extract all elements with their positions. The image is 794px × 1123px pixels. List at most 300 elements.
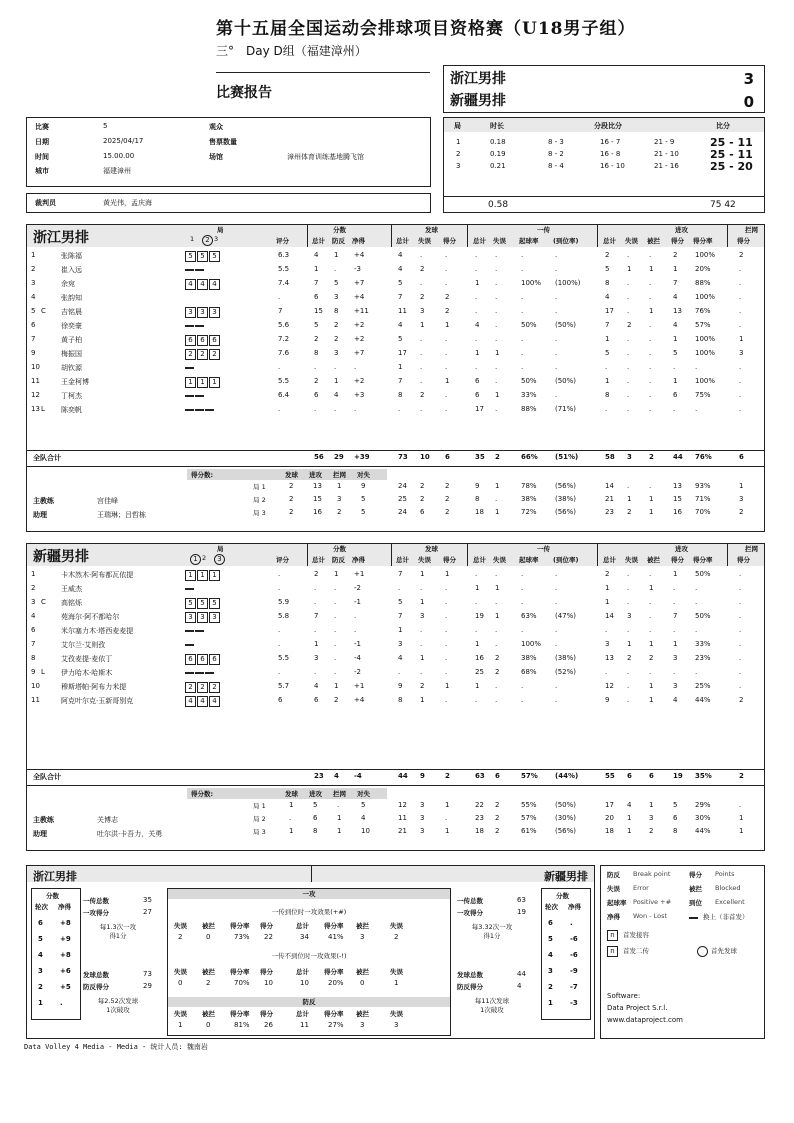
set-points-value: 4 bbox=[361, 814, 366, 822]
stat-a-pct: . bbox=[695, 668, 698, 676]
set-score: 25 - 11 bbox=[710, 148, 753, 161]
set-points-value: 5 bbox=[361, 508, 366, 516]
rot-net: +9 bbox=[60, 935, 71, 943]
points-by-set-label: 得分数: bbox=[191, 790, 214, 798]
set-row-label: 局 2 bbox=[253, 815, 266, 823]
stat-s-pts: . bbox=[445, 405, 448, 413]
set-duration: 0.18 bbox=[490, 138, 506, 146]
summary-section bbox=[26, 865, 595, 1039]
player-role: C bbox=[41, 307, 46, 315]
summary-b-note2: 每11次发球 1次破攻 bbox=[474, 997, 510, 1014]
col-subheader: 得分率 bbox=[693, 237, 713, 245]
stat-r-tot: . bbox=[475, 626, 478, 634]
col-subheader: 起球率 bbox=[519, 237, 539, 245]
legend-key: 失误 bbox=[607, 885, 620, 893]
stat-bp: 1 bbox=[334, 377, 339, 385]
set-stat-a-err: 1 bbox=[627, 495, 632, 503]
player-number: 9 bbox=[31, 349, 36, 357]
stat-bp: 2 bbox=[334, 696, 339, 704]
stat-r-err: . bbox=[495, 377, 498, 385]
rot-number: 3 bbox=[38, 967, 43, 975]
stat-wl: +2 bbox=[354, 321, 365, 329]
stat-b-pts: . bbox=[739, 598, 742, 606]
stat-r-err: . bbox=[495, 251, 498, 259]
total-bp: 29 bbox=[334, 453, 344, 461]
player-rotations bbox=[185, 626, 205, 635]
stat-r-tot: . bbox=[475, 598, 478, 606]
player-number: 6 bbox=[31, 626, 36, 634]
bp-header: 得分率 bbox=[324, 1010, 344, 1018]
set-partial-8: 8 - 4 bbox=[548, 162, 564, 170]
first-serve-circle-icon bbox=[697, 946, 708, 957]
scoreboard-team-a: 浙江男排 bbox=[450, 71, 506, 87]
set-stat-a-err: 4 bbox=[627, 801, 632, 809]
stat-a-err: . bbox=[627, 696, 630, 704]
col-subheader: 评分 bbox=[276, 556, 289, 564]
stat-b-pts: . bbox=[739, 682, 742, 690]
spectators-label: 观众 bbox=[209, 123, 223, 131]
set-stat-r-tot: 23 bbox=[475, 814, 484, 822]
total-a-pts: 19 bbox=[673, 772, 683, 780]
player-number: 10 bbox=[31, 682, 40, 690]
set-partial-16: 16 - 10 bbox=[600, 162, 625, 170]
stat-r-pos: 38% bbox=[521, 654, 537, 662]
stat-r-err: . bbox=[495, 640, 498, 648]
set-stat-s-pts: . bbox=[445, 814, 448, 822]
so-good-value: 41% bbox=[328, 933, 344, 941]
receipts-label: 售票数量 bbox=[209, 138, 237, 146]
set-stat-a-blo: 1 bbox=[649, 508, 654, 516]
total-b-pts: 2 bbox=[739, 772, 744, 780]
set-stat-r-pos: 78% bbox=[521, 482, 537, 490]
set-mark: 2 bbox=[202, 554, 207, 562]
stat-a-pts: 7 bbox=[673, 279, 678, 287]
stat-a-blo: 1 bbox=[649, 696, 654, 704]
sideout-breakpoint-box bbox=[167, 888, 451, 1036]
time-label: 时间 bbox=[35, 153, 49, 161]
so-good-header: 失误 bbox=[174, 922, 187, 930]
scoreboard-sets-b: 0 bbox=[743, 93, 754, 111]
stat-a-pct: . bbox=[695, 626, 698, 634]
total-s-pts: 6 bbox=[445, 453, 450, 461]
sets-col-partial: 分段比分 bbox=[594, 122, 622, 130]
rot-number: 1 bbox=[38, 999, 43, 1007]
rotation-box: 1 bbox=[209, 570, 220, 581]
stat-s-pts: . bbox=[445, 279, 448, 287]
set-stat-a-tot: 14 bbox=[605, 482, 614, 490]
player-name: 阿克叶尔克·玉新哥别克 bbox=[61, 697, 134, 705]
rotation-box: 6 bbox=[197, 654, 208, 665]
stat-bp: . bbox=[334, 654, 337, 662]
stat-r-err: 2 bbox=[495, 668, 500, 676]
stat-bp: 2 bbox=[334, 321, 339, 329]
software-label: Software: bbox=[607, 992, 641, 1000]
set-stat-a-pct: 30% bbox=[695, 814, 711, 822]
sets-col-score: 比分 bbox=[716, 122, 730, 130]
col-subheader: 总计 bbox=[603, 237, 616, 245]
player-name: 余宛 bbox=[61, 280, 75, 288]
referees-box bbox=[26, 193, 431, 213]
set-stat-s-pts: 1 bbox=[445, 801, 450, 809]
points-by-set-header: 对失 bbox=[357, 790, 370, 798]
referees-value: 黄光伟，孟庆海 bbox=[103, 199, 152, 207]
stat-b-pts: . bbox=[739, 640, 742, 648]
team-name: 浙江男排 bbox=[33, 230, 89, 246]
stat-s-err: 2 bbox=[420, 265, 425, 273]
sub-mark bbox=[185, 367, 194, 369]
stat-a-pct: . bbox=[695, 584, 698, 592]
stat-a-err: . bbox=[627, 668, 630, 676]
rotation-box: 5 bbox=[185, 598, 196, 609]
points-by-set-header: 进攻 bbox=[309, 471, 322, 479]
bp-value: 1 bbox=[178, 1021, 183, 1029]
stat-a-pts: 1 bbox=[673, 377, 678, 385]
rot-number: 2 bbox=[548, 983, 553, 991]
total-s-tot: 73 bbox=[398, 453, 408, 461]
stat-a-pct: 57% bbox=[695, 321, 711, 329]
so-bad-header: 失误 bbox=[174, 968, 187, 976]
player-rotations bbox=[185, 598, 221, 609]
stat-r-pos: . bbox=[521, 335, 524, 343]
stat-r-pos: . bbox=[521, 363, 524, 371]
stat-a-err: . bbox=[627, 335, 630, 343]
legend-key: 防反 bbox=[607, 871, 620, 879]
stat-r-exc: . bbox=[555, 696, 558, 704]
stat-a-blo: . bbox=[649, 279, 652, 287]
player-name: 吉铭晨 bbox=[61, 308, 82, 316]
coach-name: 关博志 bbox=[97, 816, 118, 824]
stat-a-blo: . bbox=[649, 335, 652, 343]
col-subheader: 总计 bbox=[473, 556, 486, 564]
summary-a-l2: 一攻得分 bbox=[83, 909, 109, 917]
player-rotations bbox=[185, 584, 195, 593]
stat-r-exc: . bbox=[555, 349, 558, 357]
player-number: 8 bbox=[31, 654, 36, 662]
player-name: 胡钦源 bbox=[61, 364, 82, 372]
stat-s-pts: . bbox=[445, 265, 448, 273]
total-a-pct: 76% bbox=[695, 453, 712, 461]
stat-a-blo: 1 bbox=[649, 307, 654, 315]
stat-a-pts: 4 bbox=[673, 293, 678, 301]
report-label: 比赛报告 bbox=[216, 85, 272, 101]
set-stat-s-pts: 2 bbox=[445, 482, 450, 490]
stat-b-pts: . bbox=[739, 612, 742, 620]
stat-r-tot: 1 bbox=[475, 279, 480, 287]
rot-number: 4 bbox=[38, 951, 43, 959]
stat-a-blo: . bbox=[649, 377, 652, 385]
summary-team-b: 新疆男排 bbox=[544, 870, 588, 883]
set-stat-r-exc: (56%) bbox=[555, 482, 577, 490]
stat-b-pts: 3 bbox=[739, 349, 744, 357]
stat-r-tot: 1 bbox=[475, 349, 480, 357]
stat-s-tot: 4 bbox=[398, 251, 403, 259]
total-bp: 4 bbox=[334, 772, 339, 780]
stat-vote: 6 bbox=[278, 696, 283, 704]
rotation-box: 3 bbox=[185, 612, 196, 623]
summary-a-note2: 每2.52次发球 1次破攻 bbox=[97, 997, 139, 1014]
stat-a-pts: 2 bbox=[673, 251, 678, 259]
page-title: 第十五届全国运动会排球项目资格赛（U18男子组） bbox=[216, 19, 636, 39]
summary-a-v2: 27 bbox=[143, 908, 152, 916]
set-points-value: 6 bbox=[313, 814, 318, 822]
stat-a-pct: 88% bbox=[695, 279, 711, 287]
bp-header: 失误 bbox=[390, 1010, 403, 1018]
city-label: 城市 bbox=[35, 167, 49, 175]
set-stat-a-tot: 23 bbox=[605, 508, 614, 516]
set-stat-a-blo: 1 bbox=[649, 801, 654, 809]
stat-a-err: 3 bbox=[627, 612, 632, 620]
stat-tot: . bbox=[314, 668, 317, 676]
stat-a-err: . bbox=[627, 363, 630, 371]
set-mark: 1 bbox=[190, 554, 201, 565]
stat-vote: 5.5 bbox=[278, 654, 290, 662]
rotation-box: 6 bbox=[185, 335, 196, 346]
stat-b-pts: . bbox=[739, 654, 742, 662]
set-stat-a-pts: 8 bbox=[673, 827, 678, 835]
summary-b-l2: 一攻得分 bbox=[457, 909, 483, 917]
stat-a-pts: 6 bbox=[673, 391, 678, 399]
stat-s-pts: . bbox=[445, 251, 448, 259]
stat-a-err: . bbox=[627, 391, 630, 399]
col-subheader: 总计 bbox=[312, 237, 325, 245]
player-rotations bbox=[185, 307, 221, 318]
stat-a-tot: 8 bbox=[605, 391, 610, 399]
stat-r-tot: . bbox=[475, 307, 478, 315]
stat-s-tot: 1 bbox=[398, 626, 403, 634]
player-rotations bbox=[185, 570, 221, 581]
so-bad-header: 得分率 bbox=[324, 968, 344, 976]
legend-key: 起球率 bbox=[607, 899, 627, 907]
so-bad-header: 失误 bbox=[390, 968, 403, 976]
points-by-set-header: 进攻 bbox=[309, 790, 322, 798]
assistant-name: 吐尔洪·卡吾力，关勇 bbox=[97, 830, 163, 838]
bp-value: 27% bbox=[328, 1021, 344, 1029]
stat-s-err: . bbox=[420, 363, 423, 371]
set-mark: 3 bbox=[214, 235, 219, 243]
legend-value: Error bbox=[633, 884, 649, 892]
stat-s-pts: . bbox=[445, 654, 448, 662]
bp-header: 得分率 bbox=[230, 1010, 250, 1018]
stat-s-err: . bbox=[420, 626, 423, 634]
stat-a-pts: 7 bbox=[673, 612, 678, 620]
stat-r-pos: . bbox=[521, 307, 524, 315]
team-a-rotation-box bbox=[31, 888, 81, 1020]
sub-mark bbox=[195, 325, 204, 327]
stat-r-exc: . bbox=[555, 626, 558, 634]
stat-b-pts: . bbox=[739, 279, 742, 287]
stat-r-exc: (50%) bbox=[555, 377, 577, 385]
stat-a-pct: . bbox=[695, 598, 698, 606]
set-stat-s-err: 3 bbox=[420, 827, 425, 835]
rot-net: +8 bbox=[60, 951, 71, 959]
player-rotations bbox=[185, 377, 221, 388]
set-stat-r-pos: 61% bbox=[521, 827, 537, 835]
player-name: 张陈福 bbox=[61, 252, 82, 260]
stat-s-tot: . bbox=[398, 584, 401, 592]
stat-bp: . bbox=[334, 640, 337, 648]
stat-a-pct: 33% bbox=[695, 640, 711, 648]
stat-vote: 5.8 bbox=[278, 612, 290, 620]
player-number: 7 bbox=[31, 335, 36, 343]
set-points-value: 3 bbox=[337, 495, 342, 503]
stat-bp: 1 bbox=[334, 570, 339, 578]
stat-bp: 3 bbox=[334, 293, 339, 301]
match-label: 比赛 bbox=[35, 123, 49, 131]
points-by-set-label: 得分数: bbox=[191, 471, 214, 479]
stat-bp: . bbox=[334, 584, 337, 592]
so-bad-header: 总计 bbox=[296, 968, 309, 976]
player-rotations bbox=[185, 279, 221, 290]
set-number: 3 bbox=[456, 162, 461, 170]
col-reception-group: 一传 bbox=[537, 226, 550, 234]
stat-r-exc: (50%) bbox=[555, 321, 577, 329]
col-subheader: 失误 bbox=[493, 237, 506, 245]
col-subheader: 起球率 bbox=[519, 556, 539, 564]
set-stat-s-err: 3 bbox=[420, 814, 425, 822]
rotation-box: 4 bbox=[209, 279, 220, 290]
so-good-header: 被拦 bbox=[202, 922, 215, 930]
stat-a-err: . bbox=[627, 570, 630, 578]
so-good-header: 得分率 bbox=[324, 922, 344, 930]
stat-a-pct: 100% bbox=[695, 335, 716, 343]
set-points-value: 13 bbox=[313, 482, 322, 490]
stat-a-pts: . bbox=[673, 626, 676, 634]
total-r-err: 2 bbox=[495, 453, 500, 461]
total-r-err: 6 bbox=[495, 772, 500, 780]
sub-mark bbox=[195, 409, 204, 411]
set-partial-21: 21 - 10 bbox=[654, 150, 679, 158]
stat-r-pos: 50% bbox=[521, 377, 537, 385]
legend-key: 被拦 bbox=[689, 885, 702, 893]
stat-tot: 15 bbox=[314, 307, 323, 315]
stat-b-pts: . bbox=[739, 570, 742, 578]
scoreboard bbox=[443, 65, 765, 113]
bp-header: 失误 bbox=[174, 1010, 187, 1018]
stat-s-pts: 1 bbox=[445, 570, 450, 578]
set-points-value: 2 bbox=[337, 508, 342, 516]
rotation-box: 2 bbox=[197, 682, 208, 693]
player-number: 2 bbox=[31, 584, 36, 592]
player-name: 伊力哈木·哈斯木 bbox=[61, 669, 113, 677]
sideout-title: 一攻 bbox=[302, 890, 316, 898]
sub-mark bbox=[195, 630, 204, 632]
stat-r-err: 1 bbox=[495, 584, 500, 592]
stat-a-tot: 2 bbox=[605, 570, 610, 578]
stat-r-exc: . bbox=[555, 293, 558, 301]
rotation-box: 1 bbox=[185, 377, 196, 388]
stat-tot: 2 bbox=[314, 570, 319, 578]
stat-wl: . bbox=[354, 363, 357, 371]
player-number: 4 bbox=[31, 293, 36, 301]
rotation-box: 4 bbox=[197, 279, 208, 290]
stat-s-err: 2 bbox=[420, 391, 425, 399]
set-points-value: 1 bbox=[289, 827, 294, 835]
set-stat-b-pts: . bbox=[739, 801, 742, 809]
rotation-box: 6 bbox=[185, 654, 196, 665]
set-points-value: 1 bbox=[337, 482, 342, 490]
col-serve-group: 发球 bbox=[425, 226, 438, 234]
stat-s-pts: . bbox=[445, 612, 448, 620]
col-set: 局 bbox=[217, 545, 224, 553]
rot-net: +6 bbox=[60, 967, 71, 975]
set-mark: 3 bbox=[214, 554, 225, 565]
set-partial-8: 8 - 2 bbox=[548, 150, 564, 158]
stat-a-pct: 25% bbox=[695, 682, 711, 690]
total-r-exc: (51%) bbox=[555, 453, 579, 461]
stat-a-err: . bbox=[627, 349, 630, 357]
set-duration: 0.21 bbox=[490, 162, 506, 170]
stat-a-tot: 8 bbox=[605, 279, 610, 287]
total-a-blo: 6 bbox=[649, 772, 654, 780]
stat-b-pts: . bbox=[739, 391, 742, 399]
stat-wl: +7 bbox=[354, 349, 365, 357]
player-role: C bbox=[41, 598, 46, 606]
stat-a-blo: . bbox=[649, 612, 652, 620]
player-number: 1 bbox=[31, 251, 36, 259]
col-subheader: 得分 bbox=[737, 556, 750, 564]
total-a-tot: 58 bbox=[605, 453, 615, 461]
stat-tot: 2 bbox=[314, 335, 319, 343]
sub-mark bbox=[195, 395, 204, 397]
set-stat-a-pts: 6 bbox=[673, 814, 678, 822]
stat-s-err: . bbox=[420, 349, 423, 357]
stat-s-err: 1 bbox=[420, 696, 425, 704]
rot-number: 4 bbox=[548, 951, 553, 959]
stat-wl: +4 bbox=[354, 696, 365, 704]
set-stat-s-err: 2 bbox=[420, 482, 425, 490]
col-subheader: 得分 bbox=[671, 556, 684, 564]
set-stat-a-blo: 3 bbox=[649, 814, 654, 822]
player-number: 5 bbox=[31, 307, 36, 315]
set-stat-s-pts: 1 bbox=[445, 827, 450, 835]
set-stat-a-blo: 1 bbox=[649, 495, 654, 503]
sub-mark bbox=[185, 630, 194, 632]
stat-vote: 7.2 bbox=[278, 335, 290, 343]
set-row-label: 局 1 bbox=[253, 483, 266, 491]
set-stat-a-pts: 13 bbox=[673, 482, 682, 490]
summary-team-a: 浙江男排 bbox=[33, 870, 77, 883]
stat-wl: -3 bbox=[354, 265, 361, 273]
total-a-pts: 44 bbox=[673, 453, 683, 461]
stat-vote: . bbox=[278, 570, 281, 578]
col-subheader: 被拦 bbox=[647, 556, 660, 564]
set-stat-a-pct: 70% bbox=[695, 508, 711, 516]
stat-a-blo: . bbox=[649, 349, 652, 357]
set-mark: 1 bbox=[190, 235, 195, 243]
bp-value: 3 bbox=[360, 1021, 365, 1029]
stat-r-pos: 88% bbox=[521, 405, 537, 413]
stat-a-err: 1 bbox=[627, 640, 632, 648]
stat-a-err: 2 bbox=[627, 654, 632, 662]
stat-wl: -2 bbox=[354, 584, 361, 592]
total-s-err: 10 bbox=[420, 453, 430, 461]
stat-wl: +2 bbox=[354, 335, 365, 343]
stat-r-tot: 1 bbox=[475, 682, 480, 690]
set-points-value: 1 bbox=[289, 801, 294, 809]
stat-r-tot: 6 bbox=[475, 391, 480, 399]
player-number: 11 bbox=[31, 377, 40, 385]
col-reception-group: 一传 bbox=[537, 545, 550, 553]
stat-a-blo: . bbox=[649, 626, 652, 634]
stat-s-pts: 1 bbox=[445, 321, 450, 329]
rotation-box: 3 bbox=[197, 612, 208, 623]
set-stat-b-pts: 1 bbox=[739, 827, 744, 835]
stat-b-pts: . bbox=[739, 377, 742, 385]
rotation-box: 3 bbox=[209, 612, 220, 623]
stat-a-pct: 75% bbox=[695, 391, 711, 399]
stat-r-pos: . bbox=[521, 696, 524, 704]
set-points-value: 5 bbox=[313, 801, 318, 809]
